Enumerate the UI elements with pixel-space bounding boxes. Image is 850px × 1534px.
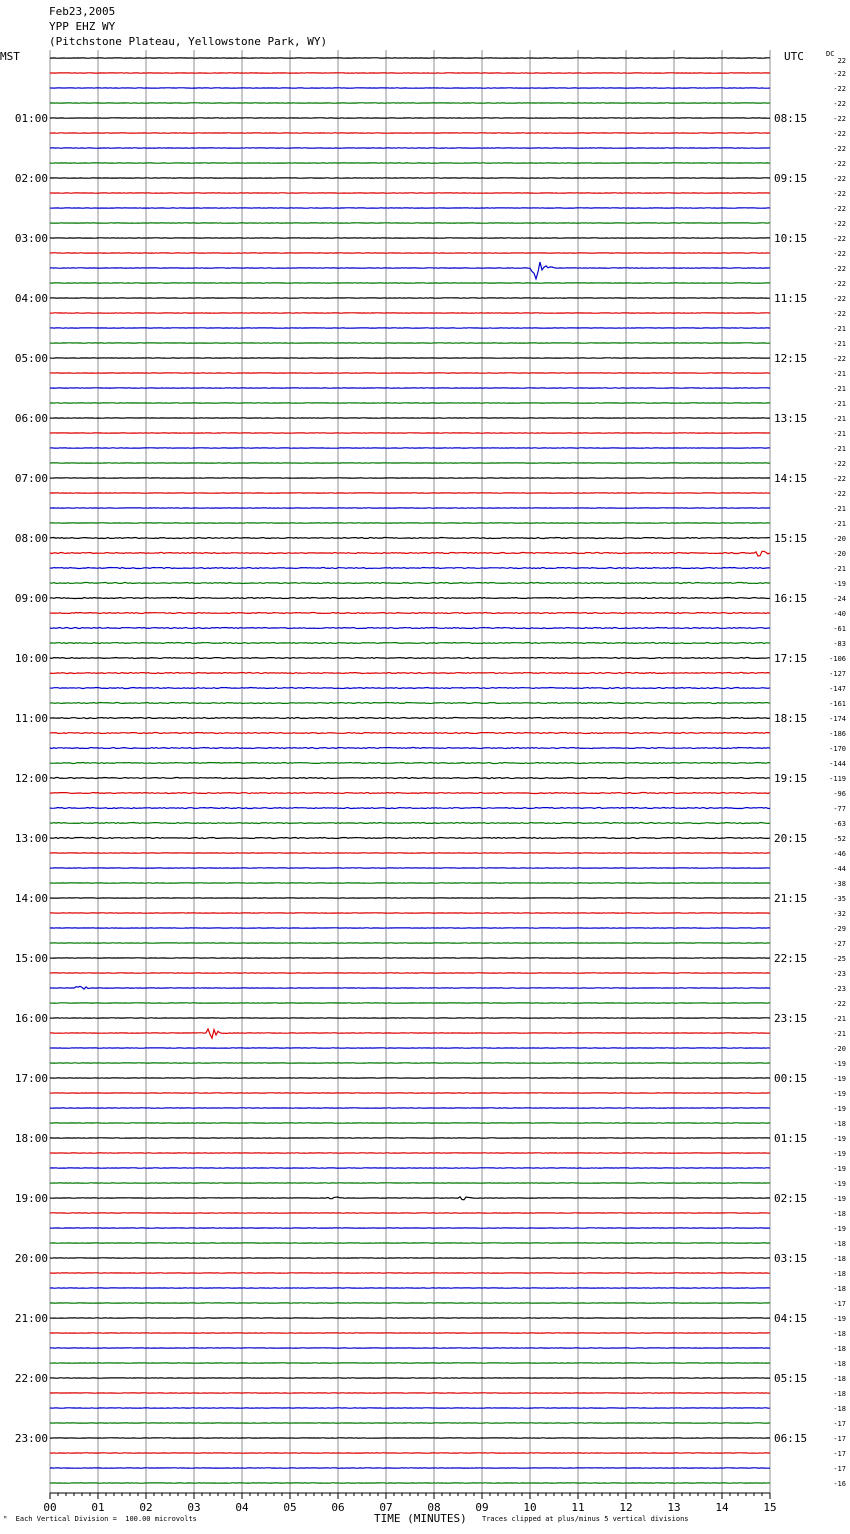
dc-offset-label: -61 (833, 625, 846, 633)
dc-offset-label: -19 (833, 580, 846, 588)
dc-offset-label: -19 (833, 1135, 846, 1143)
utc-hour-label: 18:15 (774, 712, 808, 725)
dc-offset-label: -22 (833, 475, 846, 483)
trace-row (50, 688, 770, 689)
clip-note: Traces clipped at plus/minus 5 vertical divisions (482, 1515, 689, 1523)
dc-offset-label: -22 (833, 280, 846, 288)
dc-offset-label: -20 (833, 1045, 846, 1053)
dc-offset-label: -21 (833, 340, 846, 348)
utc-hour-label: 12:15 (774, 352, 808, 365)
utc-hour-label: 04:15 (774, 1312, 808, 1325)
utc-hour-label: 01:15 (774, 1132, 808, 1145)
dc-offset-label: -40 (833, 610, 846, 618)
dc-offset-label: -21 (833, 1015, 846, 1023)
trace-row (50, 613, 770, 614)
header-date: Feb23,2005 (49, 5, 116, 18)
dc-offset-label: -21 (833, 415, 846, 423)
trace-row (50, 673, 770, 674)
trace-group (50, 58, 770, 1483)
dc-offset-label: -18 (833, 1375, 846, 1383)
utc-hour-label: 02:15 (774, 1192, 808, 1205)
dc-offset-label: -21 (833, 400, 846, 408)
dc-header: DC (826, 50, 835, 58)
mst-hour-label: 16:00 (14, 1012, 48, 1025)
dc-offset-label: -20 (833, 535, 846, 543)
dc-offset-label: -96 (833, 790, 846, 798)
trace-row (50, 583, 770, 584)
x-tick-label: 06 (331, 1501, 345, 1514)
x-tick-label: 12 (619, 1501, 633, 1514)
dc-offset-label: -19 (833, 1060, 846, 1068)
trace-row (50, 1029, 770, 1038)
dc-offset-label: -19 (833, 1180, 846, 1188)
mst-hour-label: 11:00 (14, 712, 48, 725)
mst-hour-label: 20:00 (14, 1252, 48, 1265)
dc-offset-label: -35 (833, 895, 846, 903)
dc-offset-label: -21 (833, 1030, 846, 1038)
trace-row (50, 763, 770, 764)
dc-offset-label: -18 (833, 1330, 846, 1338)
dc-offset-label: -32 (833, 910, 846, 918)
utc-hour-label: 05:15 (774, 1372, 808, 1385)
dc-offset-label: -18 (833, 1360, 846, 1368)
dc-offset-label: -19 (833, 1075, 846, 1083)
dc-offset-label: -22 (833, 490, 846, 498)
x-tick-label: 02 (139, 1501, 153, 1514)
utc-hour-label: 09:15 (774, 172, 808, 185)
mst-hour-label: 02:00 (14, 172, 48, 185)
trace-row (50, 658, 770, 659)
dc-offset-label: -23 (833, 985, 846, 993)
x-tick-label: 07 (379, 1501, 393, 1514)
utc-hour-label: 16:15 (774, 592, 808, 605)
trace-row (50, 733, 770, 734)
dc-offset-label: -18 (833, 1390, 846, 1398)
dc-offset-label: -22 (833, 115, 846, 123)
dc-offset-label: -147 (829, 685, 846, 693)
dc-offset-label: -17 (833, 1300, 846, 1308)
mst-hour-label: 13:00 (14, 832, 48, 845)
utc-hour-label: 14:15 (774, 472, 808, 485)
trace-row (50, 538, 770, 539)
x-tick-label: 10 (523, 1501, 537, 1514)
x-tick-label: 09 (475, 1501, 489, 1514)
dc-offset-label: -22 (833, 190, 846, 198)
dc-offset-label: -20 (833, 550, 846, 558)
dc-offset-label: -18 (833, 1405, 846, 1413)
mst-hour-label: 17:00 (14, 1072, 48, 1085)
trace-row (50, 262, 770, 279)
dc-offset-label: -22 (833, 355, 846, 363)
utc-hour-label: 08:15 (774, 112, 808, 125)
x-tick-label: 05 (283, 1501, 297, 1514)
dc-offset-label: -77 (833, 805, 846, 813)
dc-offset-label: -44 (833, 865, 846, 873)
dc-offset-label: -22 (833, 145, 846, 153)
dc-offset-label: -144 (829, 760, 846, 768)
trace-row (50, 778, 770, 779)
dc-offset-label: -22 (833, 85, 846, 93)
dc-offset-label: -22 (833, 130, 846, 138)
mst-hour-label: 06:00 (14, 412, 48, 425)
trace-row (50, 703, 770, 704)
dc-offset-label: -21 (833, 430, 846, 438)
trace-row (50, 643, 770, 644)
dc-offset-label: -83 (833, 640, 846, 648)
x-tick-label: 13 (667, 1501, 681, 1514)
dc-offset-label: -21 (833, 385, 846, 393)
utc-hour-label: 17:15 (774, 652, 808, 665)
x-tick-label: 11 (571, 1501, 585, 1514)
x-tick-label: 15 (763, 1501, 777, 1514)
dc-offset-label: -38 (833, 880, 846, 888)
dc-offset-label: -22 (833, 220, 846, 228)
dc-offset-label: -52 (833, 835, 846, 843)
trace-row (50, 748, 770, 749)
dc-offset-label: -18 (833, 1345, 846, 1353)
dc-offset-label: -170 (829, 745, 846, 753)
dc-offset-label: -21 (833, 445, 846, 453)
scale-note: ᴹ Each Vertical Division = 100.00 microvolts (3, 1515, 197, 1523)
utc-hour-label: 20:15 (774, 832, 808, 845)
utc-hour-label: 10:15 (774, 232, 808, 245)
dc-offset-label: -106 (829, 655, 846, 663)
utc-hour-label: 03:15 (774, 1252, 808, 1265)
x-tick-label: 00 (43, 1501, 57, 1514)
dc-offset-label: -19 (833, 1165, 846, 1173)
dc-offset-label: -19 (833, 1105, 846, 1113)
utc-hour-label: 23:15 (774, 1012, 808, 1025)
dc-offset-label: -22 (833, 160, 846, 168)
dc-offset-label: -17 (833, 1465, 846, 1473)
mst-hour-label: 23:00 (14, 1432, 48, 1445)
dc-offset-label: -174 (829, 715, 846, 723)
x-tick-label: 03 (187, 1501, 201, 1514)
mst-hour-label: 12:00 (14, 772, 48, 785)
trace-row (50, 718, 770, 719)
trace-row (50, 551, 770, 556)
dc-offset-label: -29 (833, 925, 846, 933)
x-tick-label: 14 (715, 1501, 729, 1514)
trace-row (50, 1197, 770, 1200)
mst-hour-label: 01:00 (14, 112, 48, 125)
dc-offset-label: -22 (833, 1000, 846, 1008)
dc-offset-label: -27 (833, 940, 846, 948)
dc-offset-label: -21 (833, 325, 846, 333)
dc-offset-label: -25 (833, 955, 846, 963)
mst-hour-label: 15:00 (14, 952, 48, 965)
dc-offset-label: -18 (833, 1270, 846, 1278)
dc-offset-label: -22 (833, 70, 846, 78)
x-tick-label: 01 (91, 1501, 105, 1514)
dc-offset-label: -22 (833, 460, 846, 468)
trace-row (50, 598, 770, 599)
dc-offset-label: -19 (833, 1090, 846, 1098)
dc-offset-label: -24 (833, 595, 846, 603)
dc-offset-label: -22 (833, 265, 846, 273)
utc-hour-label: 22:15 (774, 952, 808, 965)
dc-offset-label: -161 (829, 700, 846, 708)
utc-hour-label: 06:15 (774, 1432, 808, 1445)
dc-offset-label: -22 (833, 310, 846, 318)
mst-hour-label: 14:00 (14, 892, 48, 905)
dc-offset-label: -16 (833, 1480, 846, 1488)
dc-offset-label: -22 (833, 235, 846, 243)
header-location: (Pitchstone Plateau, Yellowstone Park, WY) (49, 35, 328, 48)
dc-offset-label: -19 (833, 1150, 846, 1158)
trace-row (50, 823, 770, 824)
mst-hour-label: 04:00 (14, 292, 48, 305)
mst-hour-label: 22:00 (14, 1372, 48, 1385)
trace-row (50, 838, 770, 839)
mst-hour-label: 08:00 (14, 532, 48, 545)
utc-hour-label: 19:15 (774, 772, 808, 785)
mst-hour-label: 10:00 (14, 652, 48, 665)
mst-hour-label: 09:00 (14, 592, 48, 605)
dc-offset-label: -18 (833, 1285, 846, 1293)
dc-offset-label: -18 (833, 1240, 846, 1248)
mst-hour-label: 07:00 (14, 472, 48, 485)
dc-offset-label: -18 (833, 1210, 846, 1218)
utc-hour-label: 15:15 (774, 532, 808, 545)
mst-hour-label: 19:00 (14, 1192, 48, 1205)
dc-offset-label: -19 (833, 1195, 846, 1203)
dc-offset-label: -21 (833, 505, 846, 513)
dc-offset-label: -46 (833, 850, 846, 858)
dc-offset-label: -21 (833, 370, 846, 378)
x-axis (50, 1493, 770, 1499)
dc-offset-label: -21 (833, 565, 846, 573)
dc-offset-label: -17 (833, 1450, 846, 1458)
dc-offset-label: -63 (833, 820, 846, 828)
utc-label: UTC (784, 50, 804, 63)
dc-offset-label: -17 (833, 1435, 846, 1443)
dc-offset-label: -22 (833, 205, 846, 213)
utc-hour-label: 21:15 (774, 892, 808, 905)
dc-offset-label: -18 (833, 1120, 846, 1128)
trace-row (50, 793, 770, 794)
scale-note-text: Each Vertical Division = 100.00 microvolts (15, 1515, 197, 1523)
utc-hour-label: 11:15 (774, 292, 808, 305)
mst-label: MST (0, 50, 20, 63)
trace-row (50, 568, 770, 569)
utc-hour-label: 00:15 (774, 1072, 808, 1085)
dc-offset-label: -127 (829, 670, 846, 678)
x-tick-label: 04 (235, 1501, 249, 1514)
dc-offset-label: -22 (833, 175, 846, 183)
mst-hour-label: 21:00 (14, 1312, 48, 1325)
dc-offset-label: -18 (833, 1255, 846, 1263)
dc-offset-label: -17 (833, 1420, 846, 1428)
dc-offset-label: -21 (833, 520, 846, 528)
dc-offset-label: -19 (833, 1225, 846, 1233)
dc-offset-label: -22 (833, 100, 846, 108)
dc-offset-label: -119 (829, 775, 846, 783)
trace-row (50, 808, 770, 809)
mst-hour-label: 03:00 (14, 232, 48, 245)
dc-offset-label: 22 (837, 57, 846, 65)
dc-offset-label: -186 (829, 730, 846, 738)
x-tick-label: 08 (427, 1501, 441, 1514)
mst-hour-label: 18:00 (14, 1132, 48, 1145)
header-station: YPP EHZ WY (49, 20, 116, 33)
utc-hour-label: 13:15 (774, 412, 808, 425)
dc-offset-label: -19 (833, 1315, 846, 1323)
mst-hour-label: 05:00 (14, 352, 48, 365)
dc-offset-label: -22 (833, 295, 846, 303)
dc-offset-label: -22 (833, 250, 846, 258)
trace-row (50, 986, 770, 989)
minute-grid (50, 50, 770, 1493)
dc-offset-label: -23 (833, 970, 846, 978)
x-axis-title: TIME (MINUTES) (374, 1512, 467, 1525)
trace-row (50, 628, 770, 629)
